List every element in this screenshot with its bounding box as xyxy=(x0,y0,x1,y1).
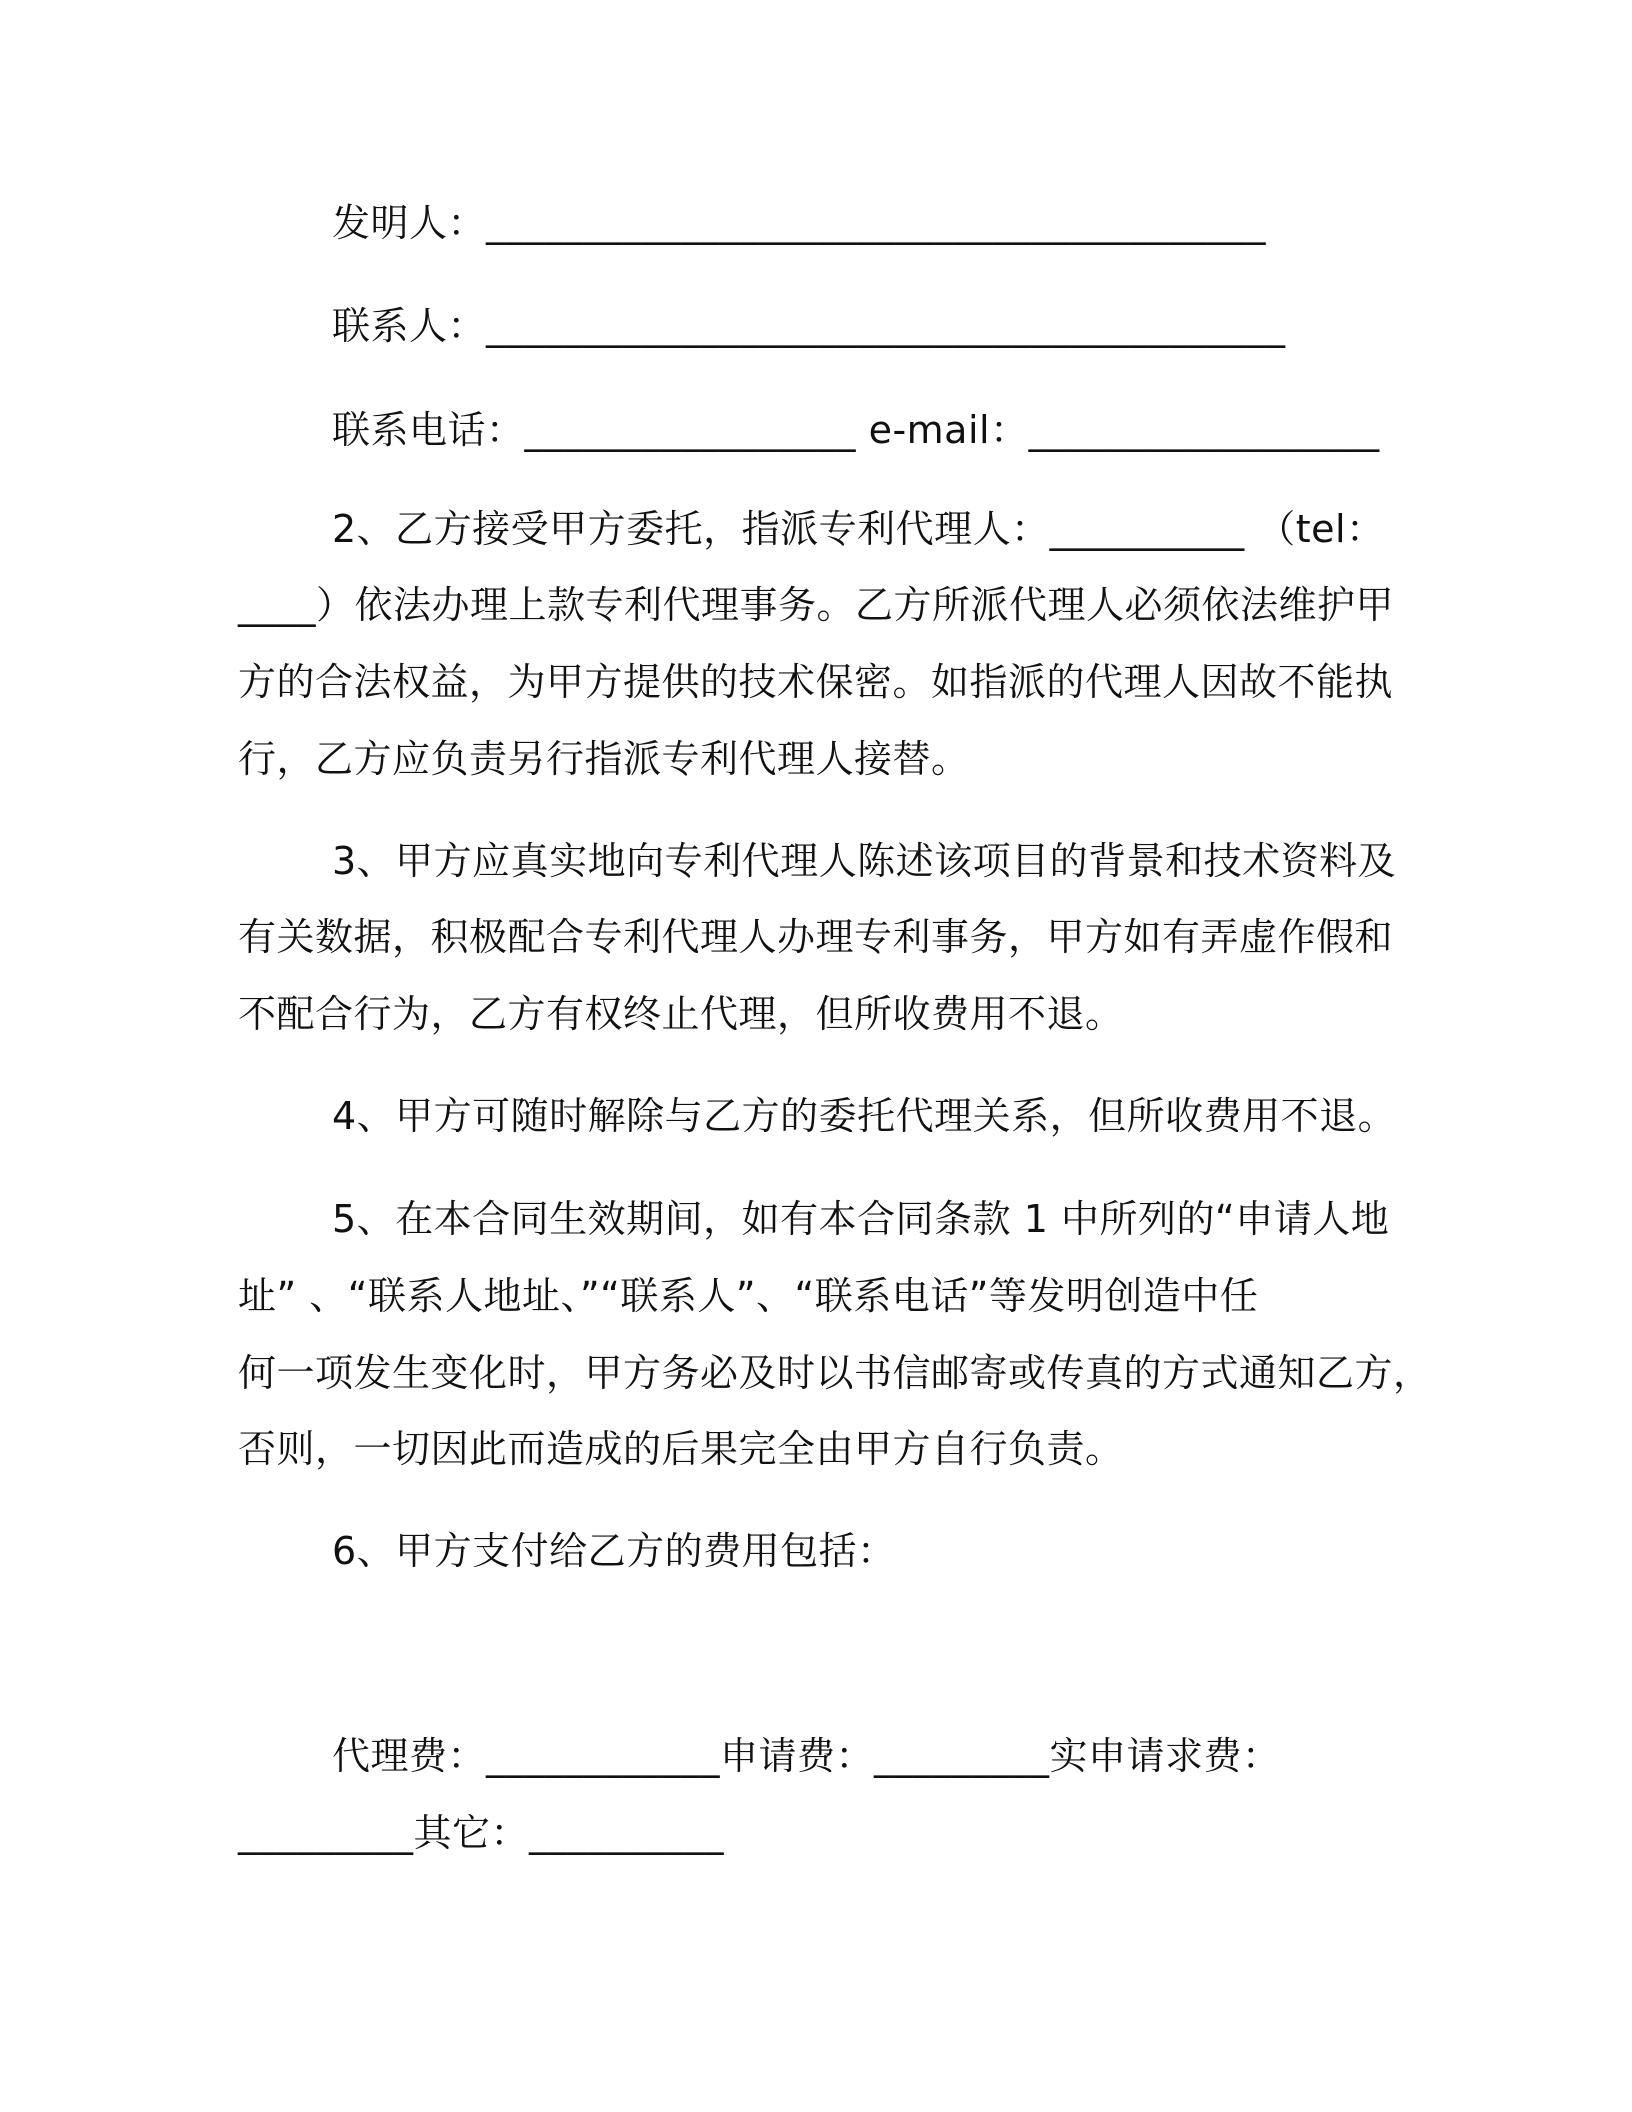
clause-6-line-1: 6、甲方支付给乙方的费用包括： xyxy=(332,1529,896,1573)
clause-3-line-3: 不配合行为，乙方有权终止代理，但所收费用不退。 xyxy=(238,992,1124,1036)
clause-2-line-4: 行，乙方应负责另行指派专利代理人接替。 xyxy=(238,737,970,781)
clause-5-line-4: 否则，一切因此而造成的后果完全由甲方自行负责。 xyxy=(238,1427,1124,1471)
contact-person-line: 联系人：_________________________________________ xyxy=(332,304,1286,348)
clause-4-line-1: 4、甲方可随时解除与乙方的委托代理关系，但所收费用不退。 xyxy=(332,1094,1397,1138)
inventor-line: 发明人：________________________________________ xyxy=(332,201,1267,245)
fees-line-2: _________其它：__________ xyxy=(238,1811,725,1855)
clause-2-line-1: 2、乙方接受甲方委托，指派专利代理人：__________ （tel： xyxy=(332,507,1385,551)
clause-5-line-1: 5、在本合同生效期间，如有本合同条款 1 中所列的“申请人地 xyxy=(332,1197,1390,1241)
clause-5-line-3: 何一项发生变化时，甲方务必及时以书信邮寄或传真的方式通知乙方， xyxy=(238,1351,1432,1395)
clause-2-line-3: 方的合法权益，为甲方提供的技术保密。如指派的代理人因故不能执 xyxy=(238,660,1394,704)
clause-2-line-2: ____）依法办理上款专利代理事务。乙方所派代理人必须依法维护甲 xyxy=(238,583,1395,627)
clause-3-line-1: 3、甲方应真实地向专利代理人陈述该项目的背景和技术资料及 xyxy=(332,839,1397,883)
clause-5-line-2: 址” 、“联系人地址、”“联系人”、“联系电话”等发明创造中任 xyxy=(238,1274,1259,1318)
fees-line-1: 代理费：____________申请费：_________实申请求费： xyxy=(332,1734,1281,1778)
clause-3-line-2: 有关数据，积极配合专利代理人办理专利事务，甲方如有弄虚作假和 xyxy=(238,915,1394,959)
contact-phone-line: 联系电话：_________________ e-mail：__________________ xyxy=(332,408,1380,452)
